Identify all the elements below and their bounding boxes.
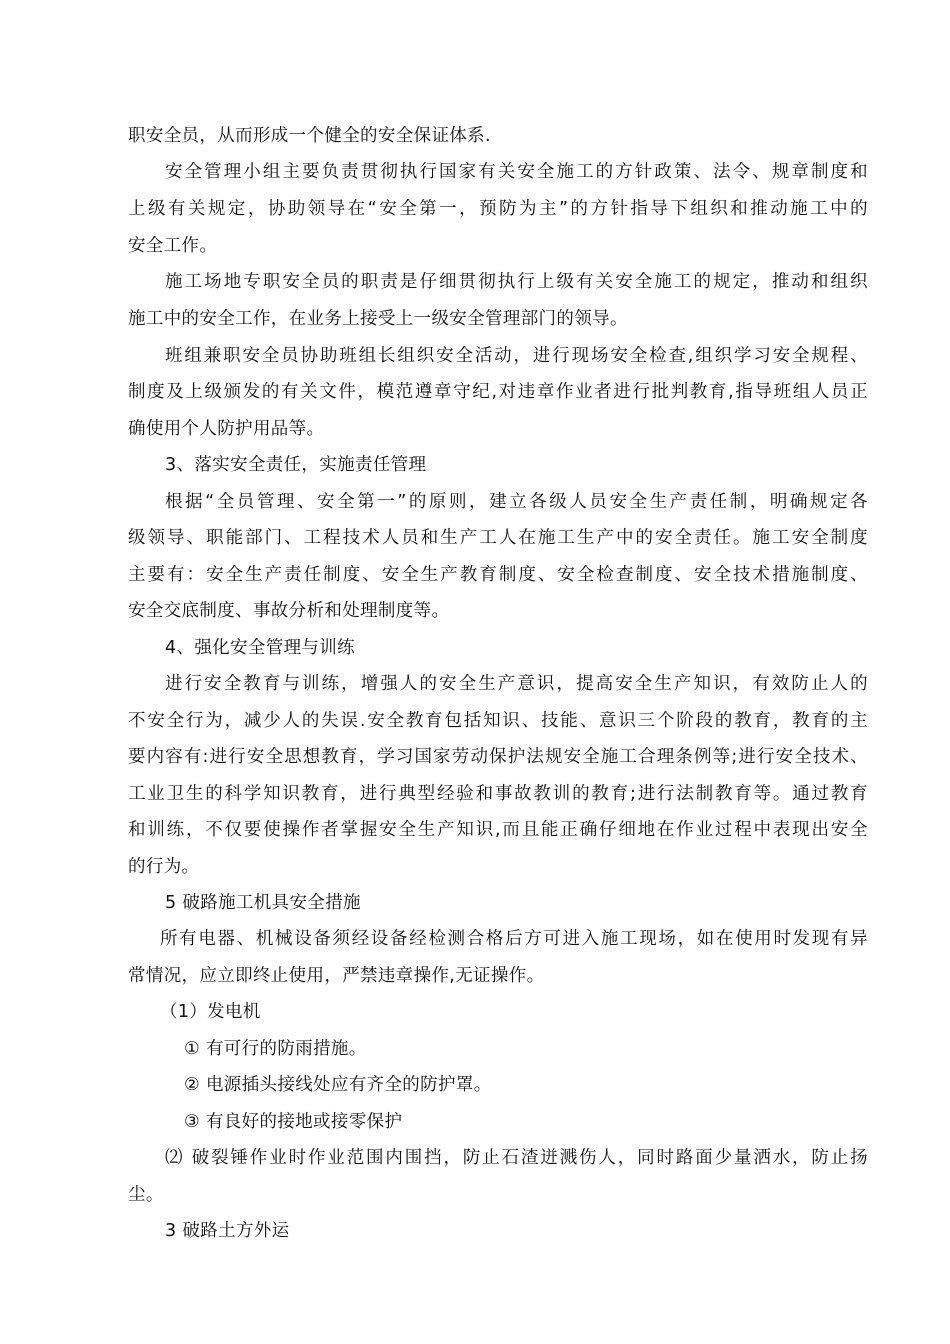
section-heading: 3 破路土方外运	[165, 1221, 290, 1241]
paragraph-line: 职安全员，从而形成一个健全的安全保证体系.	[128, 126, 491, 146]
paragraph-line: 上级有关规定，协助领导在“安全第一，预防为主”的方针指导下组织和推动施工中的	[128, 199, 868, 219]
paragraph-line: 和训练，不仅要使操作者掌握安全生产知识,而且能正确仔细地在作业过程中表现出安全	[128, 820, 868, 840]
paragraph-line: 常情况，应立即终止使用，严禁违章操作,无证操作。	[128, 966, 545, 986]
list-item: ② 电源插头接线处应有齐全的防护罩。	[184, 1075, 492, 1095]
paragraph-line: 施工场地专职安全员的职责是仔细贯彻执行上级有关安全施工的规定，推动和组织	[165, 272, 868, 292]
paragraph-line: 要内容有:进行安全思想教育，学习国家劳动保护法规安全施工合理条例等;进行安全技术、	[128, 747, 868, 767]
paragraph-line: 级领导、职能部门、工程技术人员和生产工人在施工生产中的安全责任。施工安全制度	[128, 528, 868, 548]
paragraph-line: 进行安全教育与训练，增强人的安全生产意识，提高安全生产知识，有效防止人的	[165, 674, 868, 694]
paragraph-line: 施工中的安全工作，在业务上接受上一级安全管理部门的领导。	[128, 309, 628, 329]
section-heading: 4、强化安全管理与训练	[165, 638, 355, 658]
paragraph-line: 尘。	[128, 1185, 164, 1205]
paragraph-line: 工业卫生的科学知识教育，进行典型经验和事故教训的教育;进行法制教育等。通过教育	[128, 784, 868, 804]
paragraph-line: 安全管理小组主要负责贯彻执行国家有关安全施工的方针政策、法令、规章制度和	[165, 162, 868, 182]
list-item: ① 有可行的防雨措施。	[184, 1039, 367, 1059]
paragraph-line: 的行为。	[128, 857, 200, 877]
paragraph-line: 不安全行为，减少人的失误.安全教育包括知识、技能、意识三个阶段的教育，教育的主	[128, 711, 868, 731]
paragraph-line: 安全交底制度、事故分析和处理制度等。	[128, 601, 450, 621]
paragraph-line: 所有电器、机械设备须经设备经检测合格后方可进入施工现场，如在使用时发现有异	[160, 929, 868, 949]
paragraph-line: 班组兼职安全员协助班组长组织安全活动，进行现场安全检查,组织学习安全规程、	[165, 346, 868, 366]
paragraph-line: ⑵ 破裂锤作业时作业范围内围挡，防止石渣迸溅伤人，同时路面少量洒水，防止扬	[165, 1148, 868, 1168]
paragraph-line: 确使用个人防护用品等。	[128, 419, 325, 439]
paragraph-line: 安全工作。	[128, 236, 218, 256]
section-heading: 3、落实安全责任，实施责任管理	[165, 455, 427, 475]
section-heading: 5 破路施工机具安全措施	[165, 893, 361, 913]
paragraph-line: 根据“全员管理、安全第一”的原则，建立各级人员安全生产责任制，明确规定各	[165, 492, 868, 512]
paragraph-line: 主要有：安全生产责任制度、安全生产教育制度、安全检查制度、安全技术措施制度、	[128, 565, 868, 585]
paragraph-line: 制度及上级颁发的有关文件，模范遵章守纪,对违章作业者进行批判教育,指导班组人员正	[128, 382, 868, 402]
subsection-heading: （1）发电机	[160, 1002, 261, 1022]
list-item: ③ 有良好的接地或接零保护	[184, 1112, 403, 1132]
